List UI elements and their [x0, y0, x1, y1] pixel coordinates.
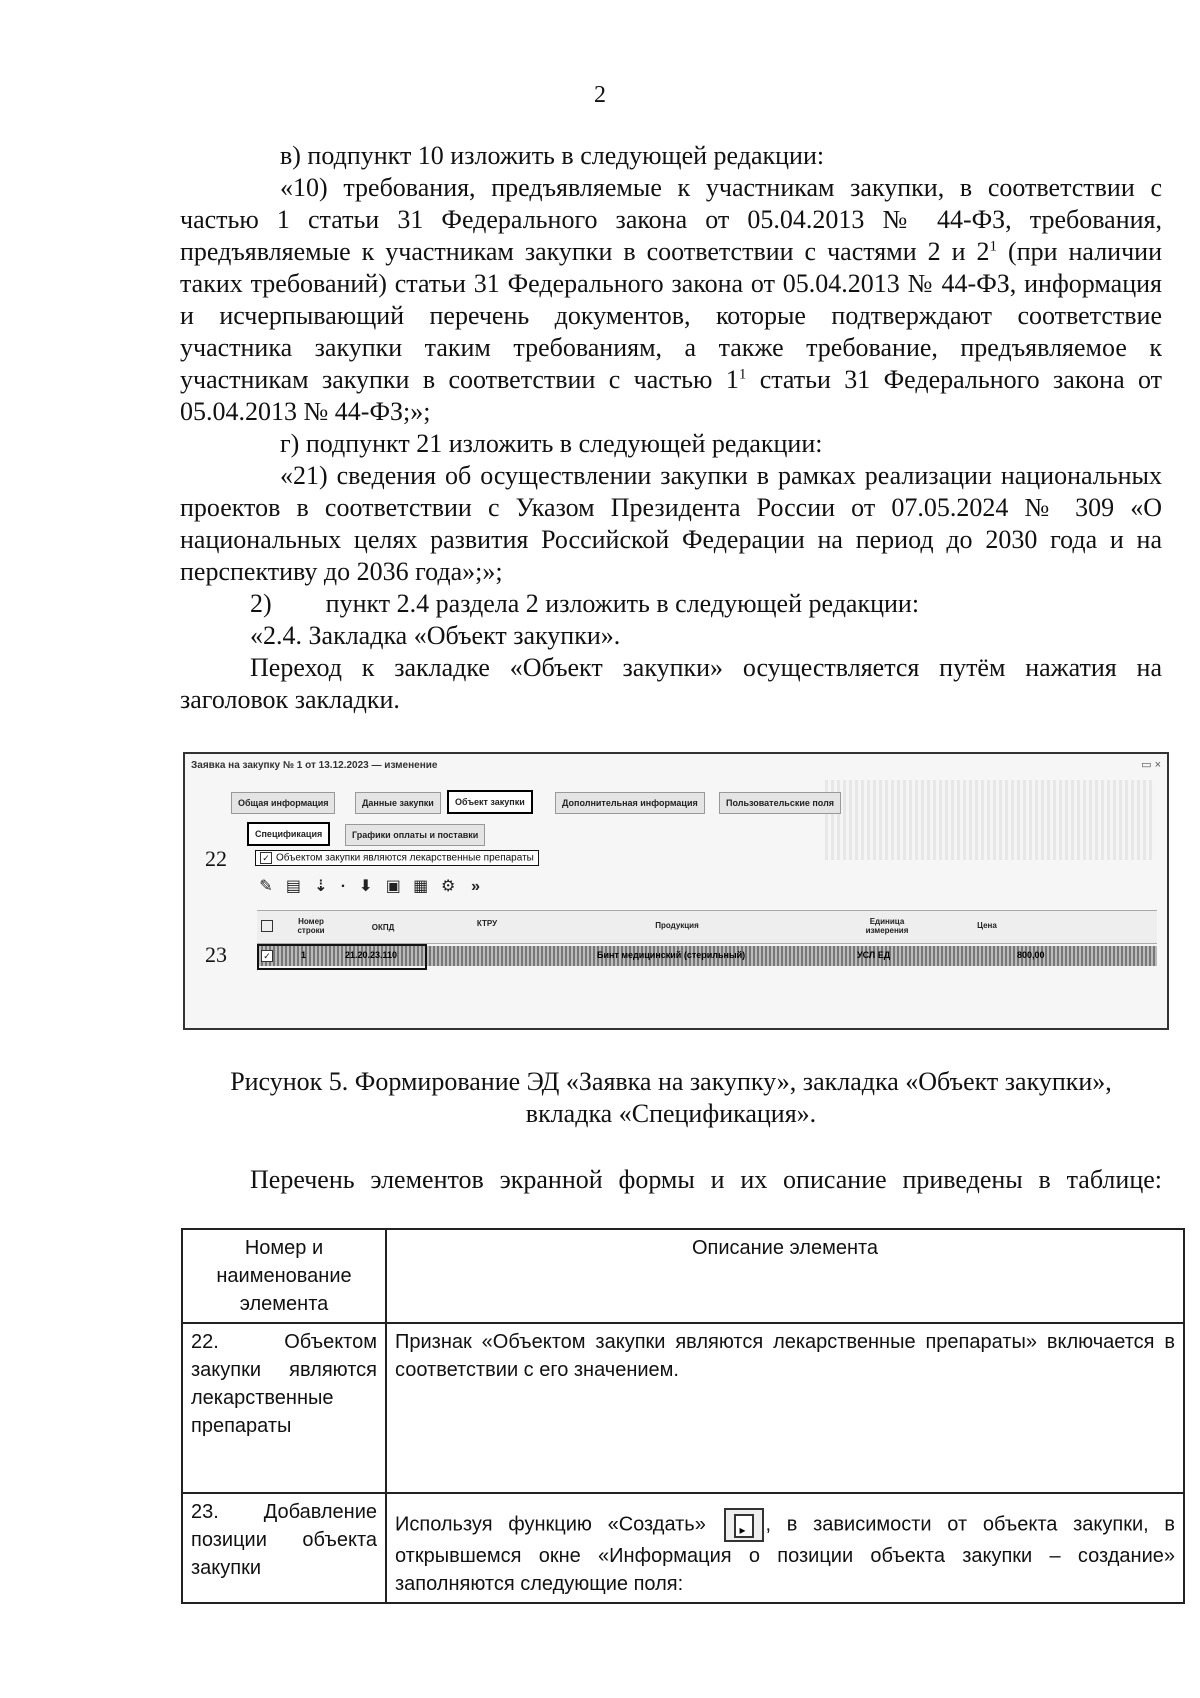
- checkbox-icon[interactable]: ✓: [260, 852, 272, 864]
- col-unit[interactable]: Единица измерения: [865, 917, 909, 935]
- subtab-payment-schedule[interactable]: Графики оплаты и поставки: [345, 824, 485, 846]
- export-icon[interactable]: ▣: [385, 878, 401, 895]
- grid-header: [257, 910, 1157, 944]
- edit-icon[interactable]: ✎: [259, 878, 273, 895]
- table-row: [182, 1323, 1184, 1493]
- window-controls[interactable]: ▭ ×: [1141, 759, 1161, 771]
- screenshot-figure: [183, 752, 1169, 1030]
- callout-23: 23: [205, 942, 227, 967]
- table-cell-name: 22. Объектом закупки являются лекарственные препараты: [182, 1323, 386, 1493]
- elements-table: [181, 1228, 1185, 1604]
- table-cell-name: 23. Добавление позиции объекта закупки: [182, 1493, 386, 1603]
- row-checkbox[interactable]: ✓: [261, 950, 273, 962]
- medicines-checkbox[interactable]: ✓ Объектом закупки являются лекарственные препараты: [255, 850, 539, 866]
- create-icon[interactable]: ▤: [285, 878, 302, 895]
- save-icon[interactable]: ▦: [413, 878, 429, 895]
- dropdown-icon[interactable]: ·: [340, 878, 347, 895]
- row-product: Бинт медицинский (стерильный): [597, 950, 746, 960]
- tab-purchase-data[interactable]: Данные закупки: [355, 792, 441, 814]
- blurred-area: [825, 780, 1155, 860]
- paragraph-item-v: в) подпункт 10 изложить в следующей редакции:: [280, 141, 825, 170]
- col-product[interactable]: Продукция: [655, 921, 699, 930]
- row-unit: УСЛ ЕД: [857, 950, 891, 960]
- row-price: 800,00: [1017, 950, 1045, 960]
- paragraph-item-21: «21) сведения об осуществлении закупки в рамках реализации национальных проектов в соответствии с Указом Президента России от 07.05.2024 № 309 «О национальных целях развития Российской Федерации на период до 2030 года и на перспективу до 2036 года»;»;: [180, 461, 1162, 586]
- create-icon: [724, 1508, 764, 1542]
- paragraph-section-title: «2.4. Закладка «Объект закупки».: [250, 621, 621, 650]
- table-cell-description: Признак «Объектом закупки являются лекарственные препараты» включается в соответствии с его значением.: [386, 1323, 1184, 1493]
- col-ktru[interactable]: КТРУ: [476, 919, 498, 928]
- paragraph-point-2: 2) пункт 2.4 раздела 2 изложить в следующей редакции:: [250, 589, 920, 618]
- settings-icon[interactable]: ⚙: [441, 878, 456, 895]
- table-row: [182, 1493, 1184, 1603]
- import-icon[interactable]: ⬇: [359, 878, 373, 895]
- paragraph-transition: Переход к закладке «Объект закупки» осуществляется путём нажатия на заголовок закладки.: [180, 653, 1162, 714]
- paragraph-item-10: «10) требования, предъявляемые к участникам закупки, в соответствии с частью 1 статьи 31 Федерального закона от 05.04.2013 № 44-ФЗ, требования, предъявляемые к участникам закупки в соответствии с частями 2 и $2^1$ (при наличии таких требований) статьи 31 Федерального закона от 05.04.2013 № 44-ФЗ, информация и исчерпывающий перечень документов, которые подтверждают соответствие участника закупки таким требованиям, а также требование, предъявляемое к участникам закупки в соответствии с частью $1^1$ статьи 31 Федерального закона от 05.04.2013 № 44-ФЗ;»;: [180, 173, 1163, 426]
- table-header-name: Номер и наименование элемента: [182, 1229, 386, 1323]
- tab-general-info[interactable]: Общая информация: [231, 792, 335, 814]
- tab-purchase-object[interactable]: Объект закупки: [447, 790, 533, 814]
- row-okpd: 21.20.23.110: [345, 950, 398, 960]
- callout-22: 22: [205, 846, 227, 871]
- toolbar: [257, 878, 490, 902]
- row-number: 1: [301, 950, 307, 960]
- table-cell-description: Используя функцию «Создать» ▸ , в зависимости от объекта закупки, в открывшемся окне «Информация о позиции объекта закупки – создание» заполняются следующие поля:: [386, 1493, 1184, 1603]
- table-header-description: Описание элемента: [386, 1229, 1184, 1323]
- tab-user-fields[interactable]: Пользовательские поля: [719, 792, 841, 814]
- figure-caption: Рисунок 5. Формирование ЭД «Заявка на закупку», закладка «Объект закупки», вкладка «Спецификация».: [230, 1067, 1112, 1128]
- col-line-number[interactable]: Номер строки: [297, 917, 325, 935]
- tab-additional-info[interactable]: Дополнительная информация: [555, 792, 705, 814]
- select-all-checkbox[interactable]: [261, 920, 273, 932]
- row-highlight: [257, 944, 427, 970]
- col-okpd[interactable]: ОКПД: [371, 923, 395, 932]
- col-price[interactable]: Цена: [977, 921, 997, 930]
- move-icon[interactable]: ⇣: [314, 878, 328, 895]
- paragraph-item-g: г) подпункт 21 изложить в следующей редакции:: [280, 429, 823, 458]
- page-number: 2: [594, 82, 606, 108]
- more-icon[interactable]: »: [471, 878, 481, 895]
- subtab-specification[interactable]: Спецификация: [247, 822, 330, 846]
- window-title: Заявка на закупку № 1 от 13.12.2023 — изменение: [191, 760, 438, 771]
- paragraph-table-intro: Перечень элементов экранной формы и их описание приведены в таблице:: [250, 1165, 1162, 1194]
